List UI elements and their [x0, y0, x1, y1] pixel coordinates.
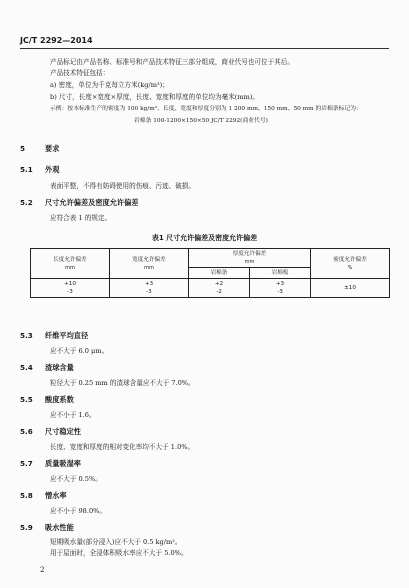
section-5-number: 5 — [20, 144, 26, 153]
header-length: 长度允许偏差 mm — [31, 249, 110, 279]
section-5-7-body: 应不大于 0.5%。 — [50, 475, 102, 483]
example-mark: 岩棉条 100-1200×150×50 JC/T 2292(商业代号) — [134, 118, 268, 124]
section-5-8-number: 5.8 — [20, 491, 33, 500]
section-5-2-body: 应符合表 1 的规定。 — [50, 214, 112, 222]
table-1-caption: 表1 尺寸允许偏差及密度允许偏差 — [151, 234, 258, 242]
section-5-3-number: 5.3 — [20, 331, 33, 340]
section-5-5-body: 应不小于 1.6。 — [50, 411, 96, 419]
page-number: 2 — [40, 566, 45, 574]
section-5-3-body: 应不大于 6.0 μm。 — [50, 347, 109, 355]
section-5-6-body: 长度、宽度和厚度的相对变化率均不大于 1.0%。 — [50, 443, 195, 451]
section-5-8-body: 应不小于 98.0%。 — [50, 507, 107, 515]
section-5-9-body-2: 用于屋面时，全浸体积吸水率应不大于 5.0%。 — [50, 549, 188, 557]
section-5-1-body: 表面平整，不得有妨碍使用的伤痕、污迹、破损。 — [50, 182, 196, 190]
section-5-1-number: 5.1 — [20, 165, 33, 174]
cell-width: +3 -3 — [109, 279, 188, 298]
header-width: 宽度允许偏差 mm — [109, 249, 188, 279]
intro-line-2: 产品技术特征包括： — [50, 69, 110, 77]
section-5-4-number: 5.4 — [20, 363, 33, 372]
section-5-1-title: 外观 — [45, 165, 60, 174]
section-5-2-title: 尺寸允许偏差及密度允许偏差 — [45, 198, 139, 207]
section-5-3-title: 纤维平均直径 — [45, 331, 89, 340]
section-5-4-body: 粒径大于 0.25 mm 的渣球含量应不大于 7.0%。 — [50, 379, 195, 387]
cell-strip: +2 -2 — [188, 279, 249, 298]
section-5-9-title: 吸水性能 — [45, 523, 74, 532]
standard-code: JC/T 2292—2014 — [20, 36, 93, 45]
header-density: 密度允许偏差 % — [311, 249, 390, 279]
section-5-2-number: 5.2 — [20, 198, 33, 207]
header-board: 岩棉板 — [249, 268, 310, 279]
section-5-6-number: 5.6 — [20, 427, 33, 436]
section-5-title: 要求 — [45, 144, 60, 153]
section-5-4-title: 渣球含量 — [45, 363, 74, 372]
section-5-6-title: 尺寸稳定性 — [45, 427, 81, 436]
intro-item-b: b) 尺寸，长度×宽度×厚度，长度、宽度和厚度的单位均为毫米(mm)。 — [50, 93, 260, 101]
header-rule — [20, 48, 389, 49]
section-5-7-title: 质量吸湿率 — [45, 459, 81, 468]
table-1 — [30, 248, 390, 298]
example-text: 示例：按本标准生产的密度为 100 kg/m³、长度、宽度和厚度分别为 1 200 mm、150 mm、50 mm 的岩棉条标记为： — [50, 106, 362, 112]
intro-item-a: a) 密度，单位为千克每立方米(kg/m³)； — [50, 81, 169, 89]
header-strip: 岩棉条 — [188, 268, 249, 279]
cell-length: +10 -3 — [31, 279, 110, 298]
section-5-5-title: 酸度系数 — [45, 395, 74, 404]
header-thickness: 厚度允许偏差 mm — [188, 249, 310, 268]
section-5-5-number: 5.5 — [20, 395, 33, 404]
section-5-9-body-1: 短期吸水量(部分浸入)应不大于 0.5 kg/m²。 — [50, 538, 182, 546]
intro-line-1: 产品标记由产品名称、标准号和产品技术特征三部分组成，商业代号也可位于其后。 — [50, 58, 294, 66]
cell-density: ±10 — [311, 279, 390, 298]
cell-board: +3 -3 — [249, 279, 310, 298]
section-5-9-number: 5.9 — [20, 523, 33, 532]
table-row — [31, 279, 390, 298]
section-5-7-number: 5.7 — [20, 459, 33, 468]
section-5-8-title: 憎水率 — [45, 491, 67, 500]
